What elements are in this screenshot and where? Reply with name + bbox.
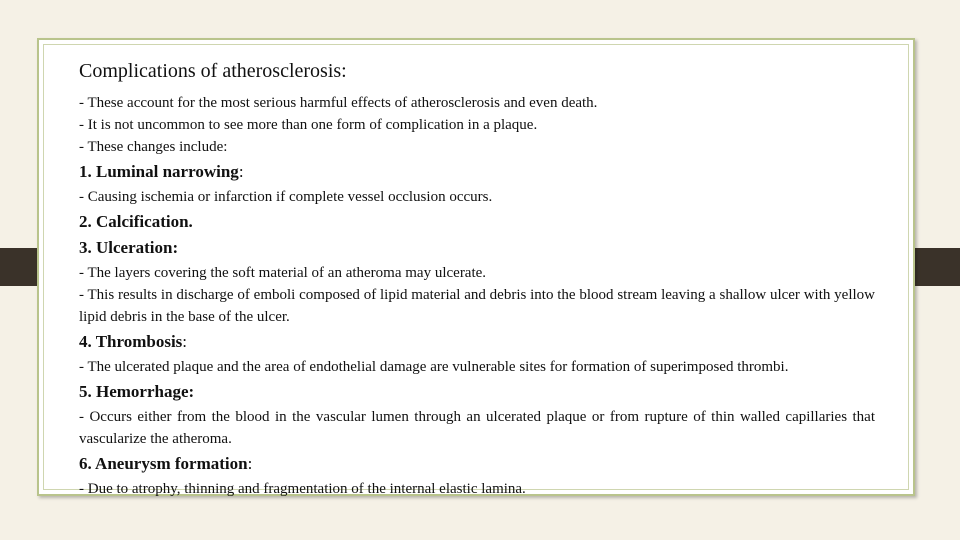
slide-title-colon: : [341, 60, 347, 82]
section-heading-text: 1. Luminal narrowing [79, 162, 239, 181]
section-heading-colon: : [247, 454, 253, 473]
section-line: - Occurs either from the blood in the vascular lumen through an ulcerated plaque or from rupture of thin walled capillaries that vascularize the atheroma. [79, 409, 875, 447]
section-heading-colon: : [238, 162, 244, 181]
slide-title-text: Complications of atherosclerosis [79, 60, 342, 82]
section-line: - Causing ischemia or infarction if complete vessel occlusion occurs. [79, 189, 493, 205]
slide-frame [37, 38, 915, 496]
slide-title [79, 58, 875, 84]
section-heading-text: 3. Ulceration: [79, 238, 179, 257]
section-line: - The layers covering the soft material of an atheroma may ulcerate. [79, 265, 487, 281]
section-heading-text: 4. Thrombosis [79, 332, 183, 351]
intro-line-1: - These account for the most serious harmful effects of atherosclerosis and even death. [79, 95, 598, 111]
section-heading-luminal-narrowing [79, 160, 875, 184]
section-line: - The ulcerated plaque and the area of endothelial damage are vulnerable sites for formation of superimposed thrombi. [79, 359, 789, 375]
section-heading-aneurysm-formation [79, 452, 875, 476]
intro-line-3: - These changes include: [79, 139, 228, 155]
section-line: - This results in discharge of emboli composed of lipid material and debris into the blood stream leaving a shallow ulcer with yellow lipid debris in the base of the ulcer. [79, 287, 875, 325]
section-heading-calcification [79, 210, 875, 234]
section-heading-hemorrhage [79, 380, 875, 404]
section-heading-thrombosis [79, 330, 875, 354]
section-heading-text: 5. Hemorrhage: [79, 382, 195, 401]
section-heading-text: 6. Aneurysm formation [79, 454, 248, 473]
section-heading-text: 2. Calcification. [79, 212, 193, 231]
decorative-side-bar-left [0, 248, 40, 286]
slide-content [79, 58, 875, 500]
intro-line-2: - It is not uncommon to see more than one form of complication in a plaque. [79, 117, 538, 133]
section-heading-ulceration [79, 236, 875, 260]
section-line: - Due to atrophy, thinning and fragmentation of the internal elastic lamina. [79, 481, 526, 497]
section-heading-colon: : [182, 332, 188, 351]
